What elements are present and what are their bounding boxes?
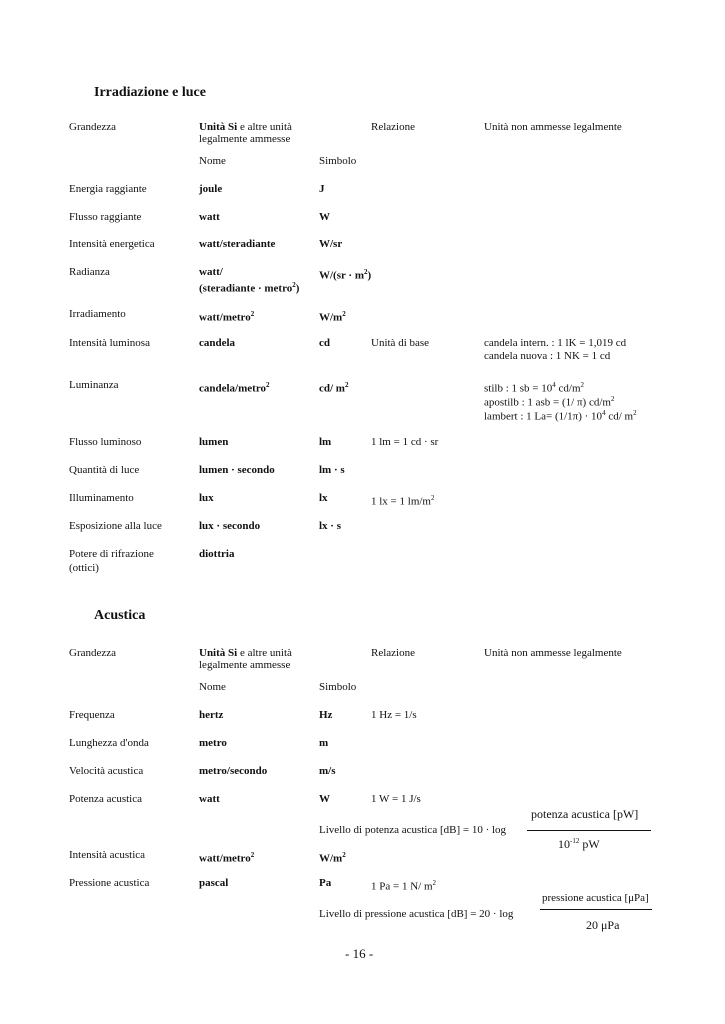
den-sup: -12 [570, 837, 580, 845]
row-nome: metro [199, 737, 227, 749]
nome2-end: ) [295, 282, 300, 295]
row-grandezza: Potenza acustica [69, 793, 142, 805]
row-grandezza: Lunghezza d'onda [69, 737, 149, 749]
row-simbolo: cd [319, 337, 330, 349]
row-nome [199, 379, 270, 396]
relazione-sup: 2 [430, 494, 435, 502]
den-end: pW [579, 837, 600, 851]
row-nome-line2 [199, 279, 299, 296]
formula-potenza-fraction-line [527, 830, 651, 831]
row-non-ammesse-2: candela nuova : 1 NK = 1 cd [484, 350, 611, 362]
page-number: - 16 - [345, 946, 374, 961]
header-non-ammesse: Unità non ammesse legalmente [484, 647, 622, 659]
header-non-ammesse: Unità non ammesse legalmente [484, 121, 622, 133]
row-grandezza: Quantità di luce [69, 464, 140, 476]
header-unita-bold: Unità Si [199, 121, 238, 133]
header-unita-rest: e altre unità [237, 121, 292, 133]
section-title-acustica: Acustica [94, 608, 146, 623]
row-nome: lux [199, 492, 214, 504]
na-sup: 2 [610, 395, 615, 403]
row-simbolo [319, 266, 371, 283]
row-nome: pascal [199, 877, 229, 889]
simbolo-sup: 2 [342, 310, 346, 318]
nome-sup: 2 [250, 851, 255, 859]
simbolo-sup: 2 [364, 268, 368, 276]
na-text: lambert : 1 La= (1/1π) · 10 [484, 410, 603, 423]
row-nome: joule [199, 183, 223, 195]
row-grandezza: Energia raggiante [69, 183, 147, 195]
row-simbolo: lx · s [319, 520, 342, 532]
simbolo-text: W/m [319, 311, 343, 324]
na-text-end: cd/ m [605, 410, 634, 423]
row-relazione: 1 Hz = 1/s [371, 709, 417, 721]
row-grandezza: Intensità luminosa [69, 337, 150, 349]
row-grandezza: Potere di rifrazione [69, 548, 154, 560]
relazione-text: 1 lx = 1 lm/m [371, 495, 431, 508]
row-grandezza: Luminanza [69, 379, 119, 391]
relazione-sup: 2 [432, 879, 437, 887]
row-grandezza: Flusso raggiante [69, 211, 142, 223]
row-nome: lumen [199, 436, 229, 448]
header-nome: Nome [199, 155, 226, 167]
row-simbolo: W [319, 211, 330, 223]
header-grandezza: Grandezza [69, 647, 117, 659]
row-relazione: Unità di base [371, 337, 430, 349]
header-unita-line2: legalmente ammesse [199, 659, 291, 671]
header-nome: Nome [199, 681, 226, 693]
header-simbolo: Simbolo [319, 155, 357, 167]
header-unita-bold: Unità Si [199, 647, 238, 659]
row-grandezza: Frequenza [69, 709, 115, 721]
formula-pressione-lhs: Livello di pressione acustica [dB] = 20 · log [319, 908, 514, 920]
row-grandezza: Velocità acustica [69, 765, 144, 777]
row-simbolo [319, 379, 348, 396]
row-nome: lumen · secondo [199, 464, 275, 476]
row-simbolo: lm · s [319, 464, 345, 476]
na-sup: 4 [552, 381, 556, 389]
row-grandezza: Illuminamento [69, 492, 134, 504]
header-unita-line2: legalmente ammesse [199, 133, 291, 145]
row-nome: watt/ [199, 266, 223, 278]
row-grandezza: Intensità energetica [69, 238, 155, 250]
row-simbolo [319, 849, 346, 866]
row-simbolo: Hz [319, 709, 333, 721]
row-non-ammesse-lambert [484, 407, 637, 424]
formula-pressione-denominator: 20 μPa [586, 918, 620, 932]
header-relazione: Relazione [371, 647, 415, 659]
row-nome: candela [199, 337, 236, 349]
row-simbolo: J [319, 183, 325, 195]
row-nome: metro/secondo [199, 765, 268, 777]
header-grandezza: Grandezza [69, 121, 117, 133]
na-text: stilb : 1 sb = 10 [484, 382, 553, 395]
row-simbolo: m [319, 737, 329, 749]
row-grandezza: Pressione acustica [69, 877, 150, 889]
row-simbolo: lm [319, 436, 332, 448]
nome2-text: (steradiante · metro [199, 282, 293, 295]
formula-potenza-numerator: potenza acustica [pW] [531, 807, 639, 821]
nome-text: watt/metro [199, 852, 251, 865]
formula-potenza-denominator [558, 835, 600, 851]
row-nome: diottria [199, 548, 235, 560]
na-text: apostilb : 1 asb = (1/ π) cd/m [484, 396, 611, 409]
formula-pressione-numerator: pressione acustica [μPa] [542, 892, 649, 904]
row-relazione [371, 877, 436, 894]
nome-text: candela/metro [199, 382, 267, 395]
section-title-irradiazione: Irradiazione e luce [94, 85, 206, 100]
simbolo-end: ) [367, 269, 372, 282]
row-nome: hertz [199, 709, 224, 721]
row-grandezza: Intensità acustica [69, 849, 146, 861]
row-nome [199, 308, 254, 325]
na-sup: 4 [602, 409, 606, 417]
header-relazione: Relazione [371, 121, 415, 133]
nome-sup: 2 [266, 381, 270, 389]
simbolo-text: W/(sr · m [319, 269, 365, 282]
simbolo-text: W/m [319, 852, 343, 865]
row-nome: watt [199, 793, 220, 805]
row-simbolo: m/s [319, 765, 336, 777]
row-grandezza: Irradiamento [69, 308, 126, 320]
den-text: 10 [558, 837, 570, 851]
row-nome: watt [199, 211, 220, 223]
simbolo-sup: 2 [344, 381, 349, 389]
row-grandezza-line2: (ottici) [69, 562, 99, 574]
row-relazione: 1 lm = 1 cd · sr [371, 436, 439, 448]
row-nome [199, 849, 254, 866]
row-nome: watt/steradiante [199, 238, 276, 250]
simbolo-text: cd/ m [319, 382, 345, 395]
relazione-text: 1 Pa = 1 N/ m [371, 880, 433, 893]
row-grandezza: Radianza [69, 266, 110, 278]
formula-potenza-lhs: Livello di potenza acustica [dB] = 10 · log [319, 824, 507, 836]
row-simbolo: lx [319, 492, 328, 504]
row-simbolo: W [319, 793, 330, 805]
row-grandezza: Flusso luminoso [69, 436, 142, 448]
row-nome: lux · secondo [199, 520, 261, 532]
nome-sup: 2 [250, 310, 255, 318]
header-simbolo: Simbolo [319, 681, 357, 693]
na-sup2: 2 [633, 409, 637, 417]
row-grandezza: Esposizione alla luce [69, 520, 162, 532]
row-simbolo [319, 308, 346, 325]
nome-text: watt/metro [199, 311, 251, 324]
formula-pressione-fraction-line [540, 909, 652, 910]
simbolo-sup: 2 [342, 851, 346, 859]
row-relazione: 1 W = 1 J/s [371, 793, 421, 805]
row-non-ammesse-1: candela intern. : 1 lK = 1,019 cd [484, 337, 627, 349]
row-simbolo: W/sr [319, 238, 343, 250]
na-text-end: cd/m [555, 382, 581, 395]
row-simbolo: Pa [319, 877, 332, 889]
header-unita-rest: e altre unità [237, 647, 292, 659]
na-sup2: 2 [580, 381, 584, 389]
nome2-sup: 2 [292, 281, 296, 289]
row-relazione [371, 492, 434, 509]
